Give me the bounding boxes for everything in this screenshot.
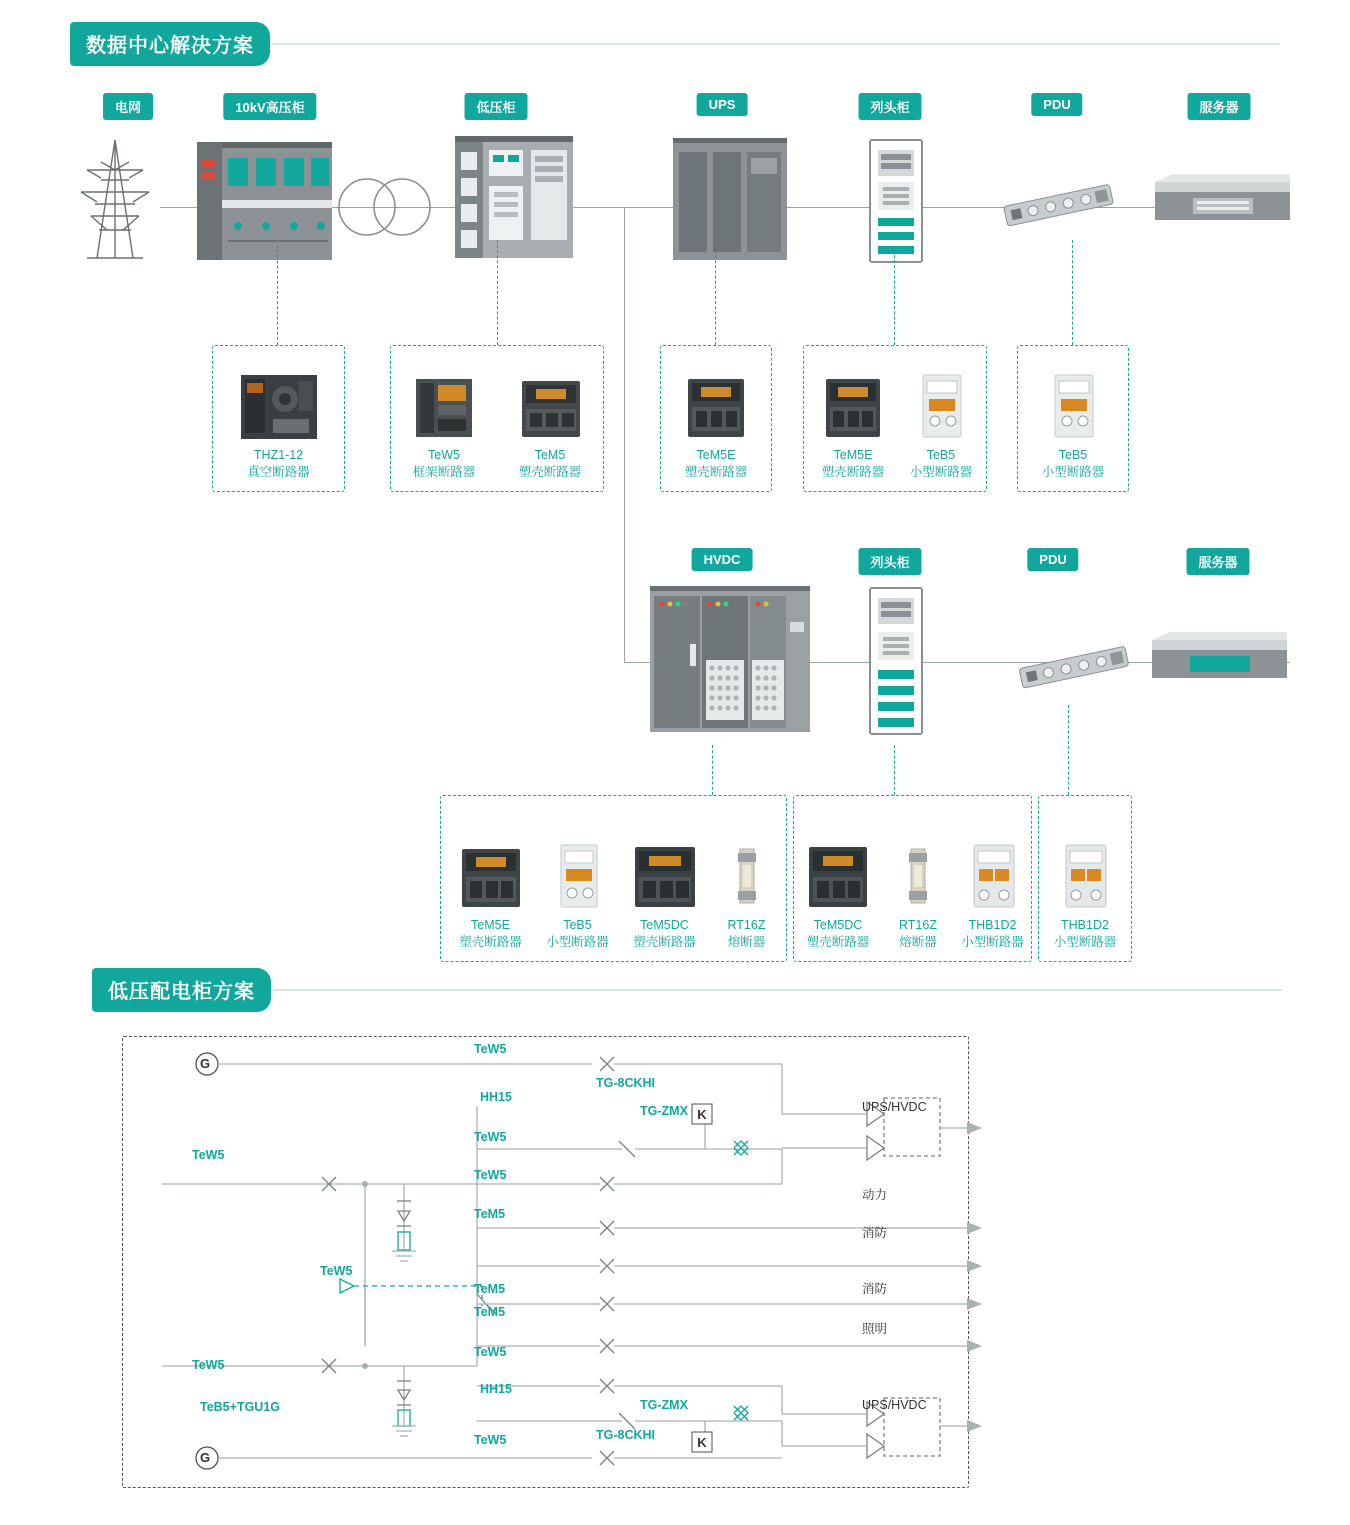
product-caption [961,917,1024,951]
product-caption [1042,447,1105,481]
tag-row-cabinet: 列头柜 [858,93,921,120]
output-label-ups-hvdc-2: UPS/HVDC [862,1398,927,1412]
device-label-tew5-4: TeW5 [474,1345,507,1359]
mccb-breaker-icon [676,369,756,441]
server-icon [1152,632,1287,678]
device-label-tgzmx-1: TG-ZMX [640,1104,688,1118]
product-item [794,835,882,951]
hvdc-cabinet-icon [650,586,810,732]
device-label-tem5-1: TeM5 [474,1207,506,1221]
vacuum-breaker-icon [233,369,325,441]
svg-text:K: K [697,1435,707,1450]
tag-row-cabinet-2: 列头柜 [858,548,921,575]
section-divider [272,43,1280,45]
output-label-fire-2: 消防 [862,1282,888,1296]
mcb-breaker-icon [549,835,607,911]
section-header-datacenter [70,22,1280,66]
section-divider-2 [273,989,1282,991]
product-caption [728,917,766,951]
product-caption [519,447,582,481]
product-item [954,835,1031,951]
product-model: TeM5E [696,448,736,463]
drop-rowcab2 [894,745,895,795]
product-group-pdu2 [1038,795,1132,962]
output-label-ups-hvdc-1: UPS/HVDC [862,1100,927,1114]
product-item [391,369,497,481]
tag-server-2: 服务器 [1186,548,1249,575]
product-type: 塑壳断路器 [518,465,582,480]
pdu-strip-icon [1019,646,1129,688]
product-item [619,835,711,951]
hv-switchgear-icon [197,142,332,260]
product-item [445,835,537,951]
product-item [666,369,766,481]
drop-pdu2 [1068,705,1069,795]
mccb-breaker-icon [510,369,590,441]
product-group-hv [212,345,345,492]
server-icon [1155,174,1290,220]
acb-breaker-icon [406,369,482,441]
product-model: TeM5E [833,448,873,463]
product-type: 塑壳断路器 [684,465,748,480]
product-model: TeB5 [1058,448,1088,463]
product-type: 塑壳断路器 [806,935,870,950]
product-item [537,835,619,951]
output-label-power: 动力 [862,1188,888,1202]
tag-pdu: PDU [1031,93,1082,116]
product-type: 熔断器 [899,935,937,950]
section-header-lv [92,968,1282,1012]
product-type: 小型断路器 [961,935,1024,950]
fuse-icon [724,835,770,911]
power-pylon-icon [81,140,149,258]
generator-label-bottom: G [200,1450,211,1465]
mcb-breaker-icon [964,835,1022,911]
product-type: 小型断路器 [909,465,973,480]
tag-hv-cabinet: 10kV高压柜 [223,93,316,120]
drop-hvdc [712,745,713,795]
output-label-fire-1: 消防 [862,1226,888,1240]
device-label-hh15-1: HH15 [480,1090,512,1104]
product-model: RT16Z [899,918,937,933]
product-model: THZ1-12 [253,448,304,463]
row-cabinet-icon [870,588,922,734]
svg-text:K: K [697,1107,707,1122]
mccb-breaker-icon [814,369,892,441]
drop-pdu [1072,240,1073,345]
tag-ups: UPS [697,93,748,116]
lv-switchgear-icon [455,136,573,258]
device-label-teb5-tgu1g: TeB5+TGU1G [200,1400,280,1414]
device-label-tew5-2: TeW5 [474,1130,507,1144]
device-label-tg8ckhi-2: TG-8CKHI [596,1428,656,1442]
tag-pdu-2: PDU [1027,548,1078,571]
product-item [882,835,954,951]
device-label-tem5-2: TeM5 [474,1282,506,1296]
product-caption [413,447,476,481]
lv-schematic [122,1036,967,1486]
mccb-breaker-icon [799,835,877,911]
product-type: 框架断路器 [412,465,476,480]
product-caption [1054,917,1117,951]
section-title-datacenter: 数据中心解决方案 [70,22,270,66]
device-label-tew5-bottom: TeW5 [474,1433,507,1447]
tag-lv-cabinet: 低压柜 [464,93,527,120]
product-model: RT16Z [727,918,766,933]
product-type: 熔断器 [727,935,766,950]
device-label-tew5-left-top: TeW5 [192,1148,225,1162]
product-group-pdu [1017,345,1129,492]
product-type: 塑壳断路器 [459,935,522,950]
drop-rowcab [894,250,895,345]
product-item [219,369,339,481]
ups-cabinet-icon [673,138,787,260]
product-model: THB1D2 [1061,918,1109,933]
product-type: 真空断路器 [247,465,310,480]
product-type: 小型断路器 [546,935,609,950]
product-caption [822,447,885,481]
device-label-tew5-1: TeW5 [474,1042,507,1056]
product-type: 塑壳断路器 [633,935,696,950]
tag-server: 服务器 [1187,93,1250,120]
product-group-lv [390,345,604,492]
output-label-lighting: 照明 [862,1322,888,1336]
product-caption [807,917,870,951]
drop-hv [277,240,278,345]
drop-ups [715,250,716,345]
product-caption [910,447,973,481]
product-group-hvdc [440,795,787,962]
product-caption [899,917,937,951]
product-group-ups [660,345,772,492]
product-item [899,369,983,481]
mccb-breaker-icon [452,835,530,911]
product-caption [685,447,748,481]
product-group-rowcab2 [793,795,1032,962]
device-label-tew5-3: TeW5 [474,1168,507,1182]
fuse-icon [895,835,941,911]
product-model: TeM5DC [813,918,863,933]
product-model: THB1D2 [968,918,1017,933]
tag-hvdc: HVDC [692,548,753,571]
equipment-row1 [75,130,1315,290]
equipment-row2 [640,582,1320,747]
product-model: TeB5 [563,918,592,933]
product-caption [459,917,522,951]
pdu-strip-icon [1004,184,1114,226]
product-caption [247,447,310,481]
product-item [711,835,783,951]
device-label-hh15-2: HH15 [480,1382,512,1396]
product-caption [633,917,696,951]
mcb-breaker-icon [1056,835,1114,911]
device-label-tem5-3: TeM5 [474,1305,506,1319]
device-label-tgzmx-2: TG-ZMX [640,1398,688,1412]
branch-down-line [624,207,625,662]
section-title-lv: 低压配电柜方案 [92,968,271,1012]
device-label-tg8ckhi-1: TG-8CKHI [596,1076,656,1090]
product-item [497,369,603,481]
product-type: 小型断路器 [1041,465,1105,480]
product-type: 塑壳断路器 [821,465,885,480]
device-label-tew5-left-bottom: TeW5 [192,1358,225,1372]
product-model: TeW5 [428,448,460,463]
mccb-breaker-icon [625,835,705,911]
product-group-rowcab [803,345,987,492]
product-item [1023,369,1123,481]
row-cabinet-icon [870,140,922,262]
product-caption [546,917,609,951]
product-item [807,369,899,481]
mcb-breaker-icon [911,369,971,441]
mcb-breaker-icon [1043,369,1103,441]
device-label-tew5-tie: TeW5 [320,1264,353,1278]
product-model: TeM5 [534,448,566,463]
product-type: 小型断路器 [1053,935,1117,950]
generator-label-top: G [200,1056,211,1071]
transformer-icon [339,179,430,235]
product-model: TeB5 [926,448,956,463]
tag-grid: 电网 [103,93,153,120]
product-model: TeM5DC [640,918,689,933]
product-model: TeM5E [471,918,510,933]
drop-lv [497,240,498,345]
product-item [1043,835,1127,951]
